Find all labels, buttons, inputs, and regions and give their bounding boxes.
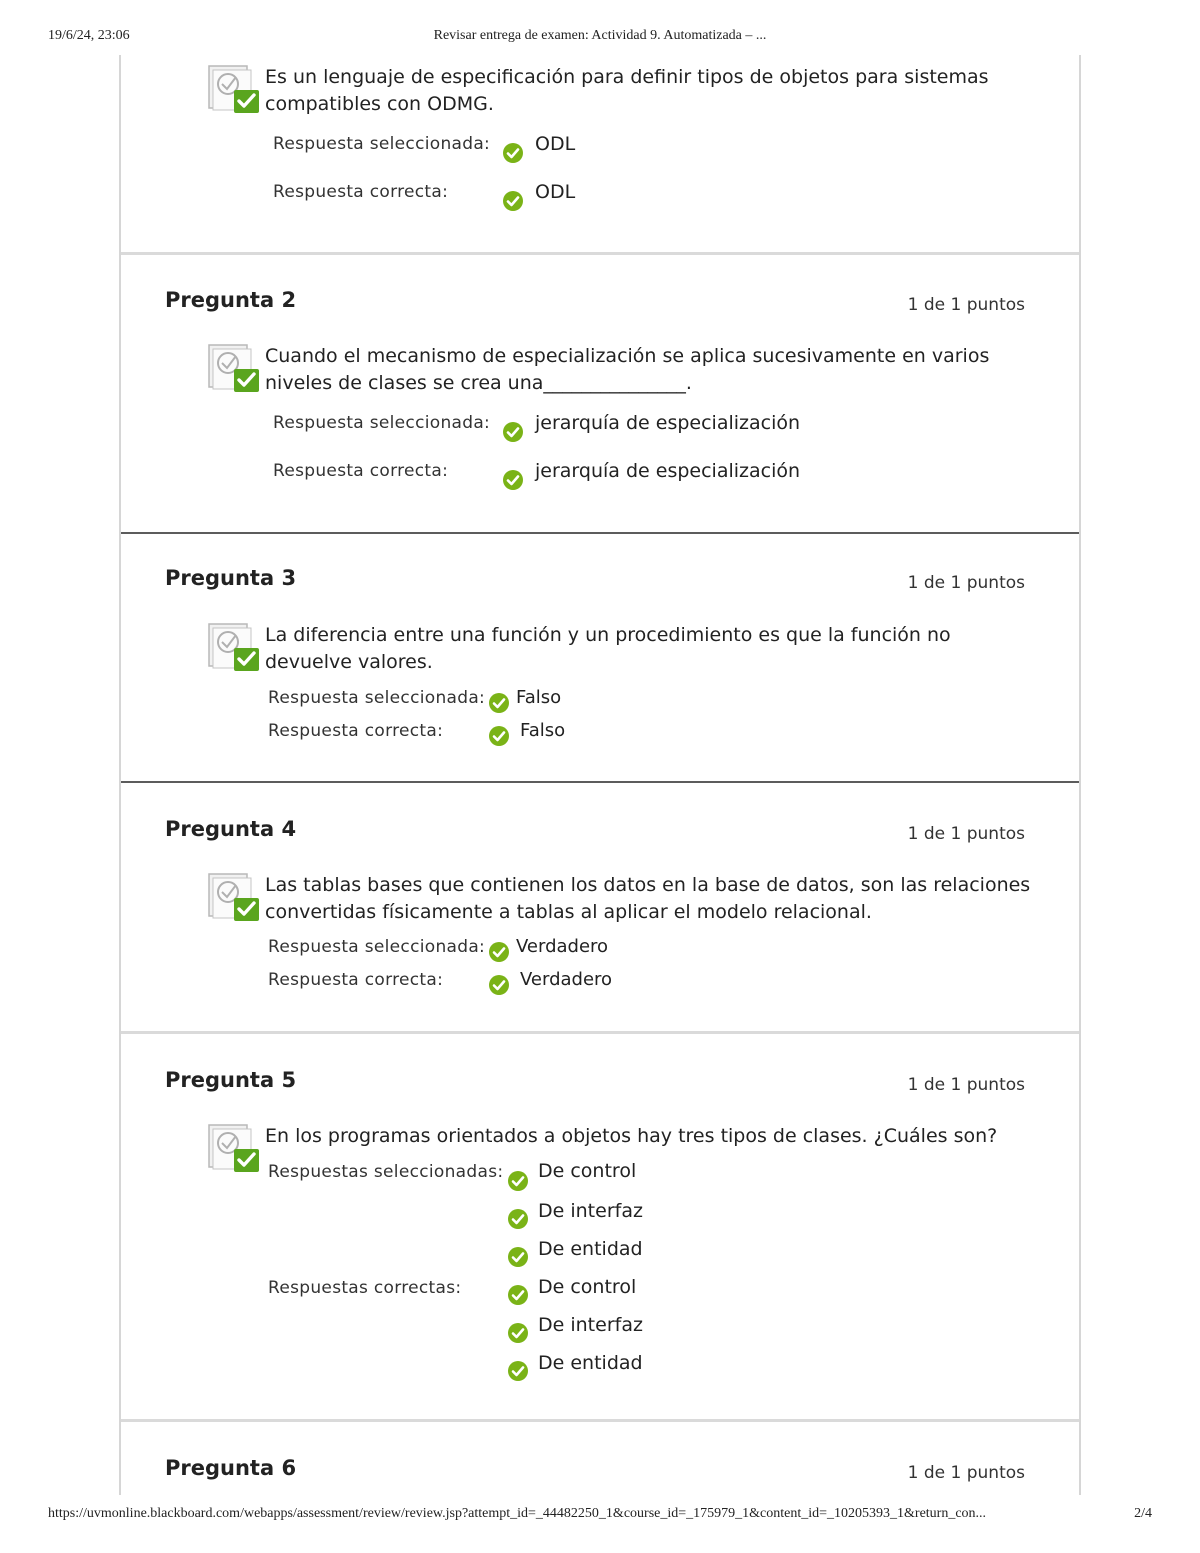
print-footer bbox=[48, 1506, 1152, 1526]
selected-answer-label: Respuesta seleccionada: bbox=[273, 413, 491, 433]
selected-answer: De entidad bbox=[538, 1238, 643, 1260]
question-text: Cuando el mecanismo de especialización se aplica sucesivamente en varios niveles de clases se crea una_______________. bbox=[265, 345, 990, 394]
question-points: 1 de 1 puntos bbox=[907, 573, 1025, 593]
selected-answer-label: Respuesta seleccionada: bbox=[268, 937, 486, 957]
selected-answer: jerarquía de especialización bbox=[535, 412, 801, 434]
selected-answer: De control bbox=[538, 1160, 637, 1182]
question-text: En los programas orientados a objetos hay tres tipos de clases. ¿Cuáles son? bbox=[265, 1125, 998, 1147]
correct-check-icon bbox=[507, 1170, 529, 1192]
review-content[interactable] bbox=[119, 55, 1081, 1495]
question-title: Pregunta 5 bbox=[165, 1068, 297, 1092]
correct-answer: jerarquía de especialización bbox=[535, 460, 801, 482]
correct-answer-label: Respuesta correcta: bbox=[268, 721, 444, 741]
correct-question-icon bbox=[208, 872, 260, 922]
selected-answer: Verdadero bbox=[516, 936, 609, 957]
correct-check-icon bbox=[488, 725, 510, 747]
print-title: Revisar entrega de examen: Actividad 9. Automatizada – ... bbox=[433, 28, 767, 43]
question-5 bbox=[121, 1034, 1079, 1420]
correct-check-icon bbox=[507, 1208, 529, 1230]
question-title: Pregunta 6 bbox=[165, 1456, 297, 1480]
question-4 bbox=[121, 783, 1079, 1033]
question-points: 1 de 1 puntos bbox=[907, 1463, 1025, 1483]
question-points: 1 de 1 puntos bbox=[907, 824, 1025, 844]
print-url: https://uvmonline.blackboard.com/webapps/assessment/review/review.jsp?attempt_id=_44482250_1&course_id=_175979_1&content_id=_10205393_1&return_con... bbox=[48, 1506, 987, 1521]
question-text: Es un lenguaje de especificación para definir tipos de objetos para sistemas compatibles con ODMG. bbox=[265, 66, 989, 115]
correct-question-icon bbox=[208, 1123, 260, 1173]
correct-answer-label: Respuesta correcta: bbox=[268, 970, 444, 990]
question-3[interactable] bbox=[119, 532, 1081, 783]
correct-check-icon bbox=[507, 1322, 529, 1344]
question-1 bbox=[121, 55, 1079, 255]
correct-check-icon bbox=[507, 1284, 529, 1306]
selected-answer-label: Respuesta seleccionada: bbox=[268, 688, 486, 708]
print-date: 19/6/24, 23:06 bbox=[48, 28, 130, 43]
correct-question-icon bbox=[208, 64, 260, 114]
correct-answer: ODL bbox=[535, 181, 576, 203]
correct-question-icon bbox=[208, 622, 260, 672]
selected-answer: De interfaz bbox=[538, 1200, 643, 1222]
correct-check-icon bbox=[507, 1246, 529, 1268]
correct-check-icon bbox=[502, 142, 524, 164]
selected-answer: ODL bbox=[535, 133, 576, 155]
selected-answer: Falso bbox=[516, 687, 562, 708]
print-header bbox=[48, 28, 1152, 48]
correct-answer-label: Respuesta correcta: bbox=[273, 182, 449, 202]
question-2 bbox=[121, 255, 1079, 532]
correct-check-icon bbox=[502, 469, 524, 491]
question-points: 1 de 1 puntos bbox=[907, 295, 1025, 315]
correct-check-icon bbox=[488, 692, 510, 714]
correct-answer-label: Respuesta correcta: bbox=[273, 461, 449, 481]
question-6 bbox=[121, 1422, 1079, 1495]
correct-answer: De control bbox=[538, 1276, 637, 1298]
correct-answer: Falso bbox=[520, 720, 566, 741]
correct-answers-label: Respuestas correctas: bbox=[268, 1278, 462, 1298]
selected-answer-label: Respuesta seleccionada: bbox=[273, 134, 491, 154]
print-page-number: 2/4 bbox=[1134, 1506, 1152, 1521]
correct-question-icon bbox=[208, 343, 260, 393]
correct-check-icon bbox=[502, 190, 524, 212]
correct-answer: Verdadero bbox=[520, 969, 613, 990]
correct-check-icon bbox=[488, 974, 510, 996]
question-points: 1 de 1 puntos bbox=[907, 1075, 1025, 1095]
question-title: Pregunta 2 bbox=[165, 288, 297, 312]
question-text: Las tablas bases que contienen los datos en la base de datos, son las relaciones convertidas físicamente a tablas al aplicar el modelo relacional. bbox=[265, 874, 1031, 923]
correct-check-icon bbox=[502, 421, 524, 443]
selected-answers-label: Respuestas seleccionadas: bbox=[268, 1162, 504, 1182]
question-title: Pregunta 3 bbox=[165, 566, 297, 590]
question-title: Pregunta 4 bbox=[165, 817, 297, 841]
correct-check-icon bbox=[488, 941, 510, 963]
question-text: La diferencia entre una función y un procedimiento es que la función no devuelve valores. bbox=[265, 624, 951, 673]
correct-check-icon bbox=[507, 1360, 529, 1382]
correct-answer: De interfaz bbox=[538, 1314, 643, 1336]
correct-answer: De entidad bbox=[538, 1352, 643, 1374]
